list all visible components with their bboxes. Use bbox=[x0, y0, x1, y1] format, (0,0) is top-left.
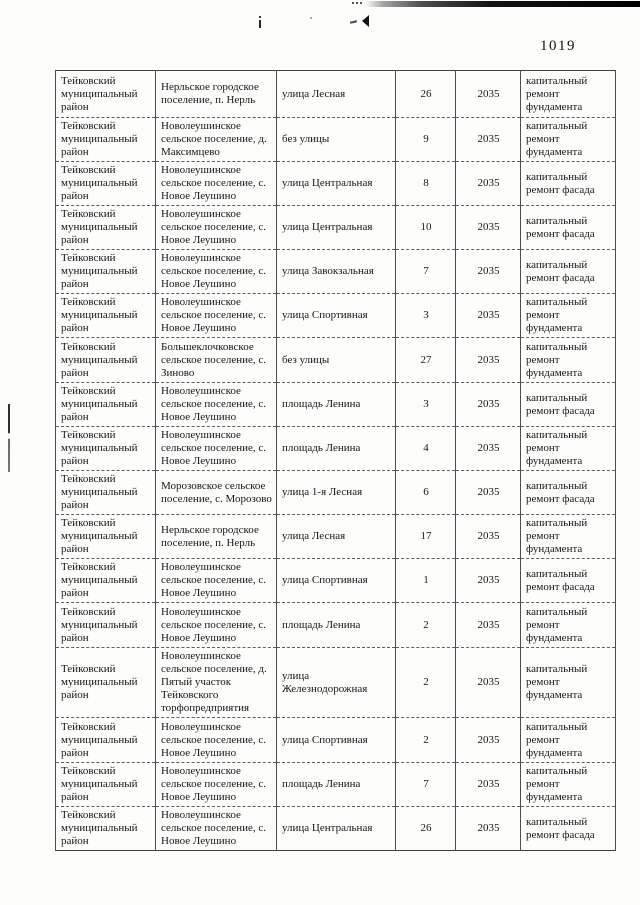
cell-count: 9 bbox=[396, 118, 456, 162]
scan-artifact-dot bbox=[310, 17, 312, 19]
cell-year: 2035 bbox=[456, 603, 521, 648]
cell-street: улица Завокзальная bbox=[277, 250, 396, 294]
cell-year: 2035 bbox=[456, 807, 521, 851]
cell-settlement: Новолеушинское сельское поселение, с. Новое Леушино bbox=[156, 162, 277, 206]
cell-settlement: Морозовское сельское поселение, с. Морозово bbox=[156, 471, 277, 515]
cell-count: 2 bbox=[396, 718, 456, 763]
cell-settlement: Нерльское городское поселение, п. Нерль bbox=[156, 71, 277, 118]
cell-district: Тейковский муниципальный район bbox=[56, 718, 156, 763]
cell-count: 6 bbox=[396, 471, 456, 515]
cell-count: 4 bbox=[396, 427, 456, 471]
cell-street: улица Центральная bbox=[277, 206, 396, 250]
cell-repair: капитальный ремонт фундамента bbox=[521, 603, 616, 648]
cell-street: площадь Ленина bbox=[277, 383, 396, 427]
cell-district: Тейковский муниципальный район bbox=[56, 515, 156, 559]
cell-repair: капитальный ремонт фасада bbox=[521, 471, 616, 515]
cell-district: Тейковский муниципальный район bbox=[56, 294, 156, 338]
cell-year: 2035 bbox=[456, 427, 521, 471]
table-row bbox=[56, 162, 616, 206]
cell-repair: капитальный ремонт фундамента bbox=[521, 648, 616, 718]
cell-street: улица Спортивная bbox=[277, 718, 396, 763]
table-row bbox=[56, 338, 616, 383]
table-row bbox=[56, 71, 616, 118]
cell-repair: капитальный ремонт фундамента bbox=[521, 427, 616, 471]
cell-year: 2035 bbox=[456, 162, 521, 206]
cell-repair: капитальный ремонт фасада bbox=[521, 162, 616, 206]
cell-repair: капитальный ремонт фундамента bbox=[521, 294, 616, 338]
cell-district: Тейковский муниципальный район bbox=[56, 427, 156, 471]
cell-count: 7 bbox=[396, 250, 456, 294]
table-row bbox=[56, 559, 616, 603]
cell-repair: капитальный ремонт фасада bbox=[521, 383, 616, 427]
repair-schedule-table-body bbox=[56, 71, 616, 851]
cell-repair: капитальный ремонт фундамента bbox=[521, 515, 616, 559]
scan-artifact-blot bbox=[362, 15, 369, 27]
table-row bbox=[56, 206, 616, 250]
cell-count: 8 bbox=[396, 162, 456, 206]
cell-settlement: Новолеушинское сельское поселение, д. Максимцево bbox=[156, 118, 277, 162]
page-number: 1019 bbox=[540, 38, 576, 54]
cell-street: площадь Ленина bbox=[277, 763, 396, 807]
cell-district: Тейковский муниципальный район bbox=[56, 559, 156, 603]
cell-street: улица Лесная bbox=[277, 71, 396, 118]
cell-count: 10 bbox=[396, 206, 456, 250]
cell-repair: капитальный ремонт фундамента bbox=[521, 338, 616, 383]
cell-settlement: Новолеушинское сельское поселение, с. Новое Леушино bbox=[156, 383, 277, 427]
cell-street: площадь Ленина bbox=[277, 603, 396, 648]
cell-district: Тейковский муниципальный район bbox=[56, 118, 156, 162]
cell-count: 27 bbox=[396, 338, 456, 383]
cell-street: без улицы bbox=[277, 118, 396, 162]
cell-district: Тейковский муниципальный район bbox=[56, 603, 156, 648]
table-row bbox=[56, 250, 616, 294]
cell-count: 1 bbox=[396, 559, 456, 603]
cell-district: Тейковский муниципальный район bbox=[56, 763, 156, 807]
cell-settlement: Новолеушинское сельское поселение, с. Новое Леушино bbox=[156, 206, 277, 250]
cell-street: улица 1-я Лесная bbox=[277, 471, 396, 515]
cell-repair: капитальный ремонт фундамента bbox=[521, 763, 616, 807]
cell-street: улица Спортивная bbox=[277, 294, 396, 338]
cell-street: улица Спортивная bbox=[277, 559, 396, 603]
cell-year: 2035 bbox=[456, 559, 521, 603]
table-row bbox=[56, 515, 616, 559]
cell-repair: капитальный ремонт фундамента bbox=[521, 718, 616, 763]
cell-street: улица Центральная bbox=[277, 162, 396, 206]
scan-artifact-top-bar bbox=[366, 1, 640, 7]
cell-year: 2035 bbox=[456, 71, 521, 118]
cell-street: улица Лесная bbox=[277, 515, 396, 559]
table-row bbox=[56, 807, 616, 851]
cell-count: 3 bbox=[396, 294, 456, 338]
repair-schedule-table bbox=[55, 70, 616, 851]
cell-settlement: Новолеушинское сельское поселение, с. Новое Леушино bbox=[156, 427, 277, 471]
table-row bbox=[56, 648, 616, 718]
cell-year: 2035 bbox=[456, 338, 521, 383]
cell-district: Тейковский муниципальный район bbox=[56, 471, 156, 515]
cell-count: 17 bbox=[396, 515, 456, 559]
table-row bbox=[56, 471, 616, 515]
scan-artifact-margin-line bbox=[8, 404, 10, 472]
cell-count: 2 bbox=[396, 648, 456, 718]
table-row bbox=[56, 294, 616, 338]
cell-settlement: Новолеушинское сельское поселение, с. Новое Леушино bbox=[156, 559, 277, 603]
table-row bbox=[56, 427, 616, 471]
cell-year: 2035 bbox=[456, 250, 521, 294]
cell-settlement: Большеклочковское сельское поселение, с. Зиново bbox=[156, 338, 277, 383]
cell-settlement: Новолеушинское сельское поселение, с. Новое Леушино bbox=[156, 603, 277, 648]
cell-year: 2035 bbox=[456, 515, 521, 559]
cell-settlement: Новолеушинское сельское поселение, с. Новое Леушино bbox=[156, 718, 277, 763]
cell-year: 2035 bbox=[456, 118, 521, 162]
table-row bbox=[56, 383, 616, 427]
scan-artifact-dash bbox=[350, 20, 357, 23]
cell-year: 2035 bbox=[456, 206, 521, 250]
cell-district: Тейковский муниципальный район bbox=[56, 71, 156, 118]
scan-artifact-ink-speck bbox=[259, 20, 261, 28]
table-row bbox=[56, 763, 616, 807]
table-row bbox=[56, 118, 616, 162]
cell-district: Тейковский муниципальный район bbox=[56, 648, 156, 718]
cell-settlement: Новолеушинское сельское поселение, с. Новое Леушино bbox=[156, 294, 277, 338]
cell-district: Тейковский муниципальный район bbox=[56, 162, 156, 206]
cell-settlement: Новолеушинское сельское поселение, с. Новое Леушино bbox=[156, 763, 277, 807]
cell-count: 3 bbox=[396, 383, 456, 427]
table-row bbox=[56, 603, 616, 648]
cell-year: 2035 bbox=[456, 763, 521, 807]
cell-year: 2035 bbox=[456, 471, 521, 515]
cell-repair: капитальный ремонт фасада bbox=[521, 807, 616, 851]
cell-district: Тейковский муниципальный район bbox=[56, 338, 156, 383]
cell-year: 2035 bbox=[456, 648, 521, 718]
cell-settlement: Новолеушинское сельское поселение, с. Новое Леушино bbox=[156, 807, 277, 851]
cell-count: 26 bbox=[396, 71, 456, 118]
cell-street: улица Центральная bbox=[277, 807, 396, 851]
cell-year: 2035 bbox=[456, 383, 521, 427]
cell-repair: капитальный ремонт фасада bbox=[521, 559, 616, 603]
table-row bbox=[56, 718, 616, 763]
cell-district: Тейковский муниципальный район bbox=[56, 250, 156, 294]
cell-count: 2 bbox=[396, 603, 456, 648]
cell-repair: капитальный ремонт фундамента bbox=[521, 118, 616, 162]
cell-district: Тейковский муниципальный район bbox=[56, 383, 156, 427]
cell-count: 26 bbox=[396, 807, 456, 851]
cell-repair: капитальный ремонт фундамента bbox=[521, 71, 616, 118]
cell-settlement: Новолеушинское сельское поселение, д. Пятый участок Тейковского торфопредприятия bbox=[156, 648, 277, 718]
cell-year: 2035 bbox=[456, 294, 521, 338]
cell-repair: капитальный ремонт фасада bbox=[521, 206, 616, 250]
cell-count: 7 bbox=[396, 763, 456, 807]
cell-settlement: Новолеушинское сельское поселение, с. Новое Леушино bbox=[156, 250, 277, 294]
cell-settlement: Нерльское городское поселение, п. Нерль bbox=[156, 515, 277, 559]
cell-street: без улицы bbox=[277, 338, 396, 383]
cell-district: Тейковский муниципальный район bbox=[56, 206, 156, 250]
cell-year: 2035 bbox=[456, 718, 521, 763]
cell-district: Тейковский муниципальный район bbox=[56, 807, 156, 851]
cell-street: улица Железнодорожная bbox=[277, 648, 396, 718]
cell-street: площадь Ленина bbox=[277, 427, 396, 471]
cell-repair: капитальный ремонт фасада bbox=[521, 250, 616, 294]
